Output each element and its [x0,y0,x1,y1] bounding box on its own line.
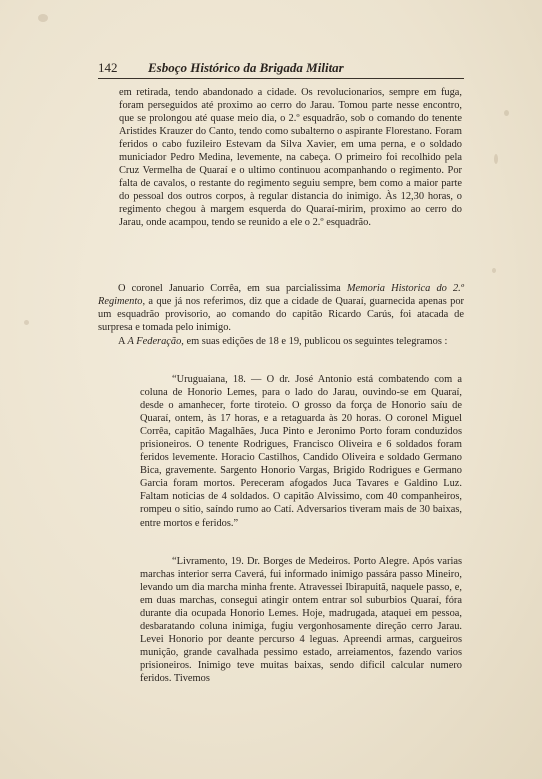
telegram-uruguaiana: “Uruguaiana, 18. — O dr. José Antonio está combatendo com a coluna de Honorio Lemes, para o lado do Jarau, ouvindo-se em Quaraí, desde o amanhecer, forte tiroteio. O grosso da força de Honorio saíu de Quaraí, ontem, às 17 horas, e a retaguarda às 20 horas. O coronel Miguel Corrêa, capitão Magalhães, Juca Pinto e Jeronimo Porto foram conduzidos prisioneiros. O tenente Rodrigues, Francisco Oliveira e 6 soldados foram feridos levemente. Horacio Castilhos, Candido Oliveira e soldado Germano Bica, gravemente. Sargento Honorio Vargas, Brigido Rodrigues e Germano Garcia foram mortos. Pereceram afogados Juca Tavares e Galdino Luz. Faltam noticias de 4 soldados. O capitão Alvissimo, com 40 companheiros, rompeu o sitio, saíndo rumo ao Catí. Adversarios tiveram mais de 30 baixas, entre mortos e feridos.” [140,374,462,529]
paragraph-text: , em suas edições de 18 e 19, publicou os seguintes telegramos : [181,336,448,347]
newspaper-title: A Federação [127,336,182,347]
paper-stain [24,320,29,325]
page-header [98,60,464,79]
running-title: Esboço Histórico da Brigada Militar [148,60,344,75]
page-number: 142 [98,60,118,75]
paper-stain [492,268,496,273]
paragraph-text: A [118,336,128,347]
paragraph-text: , a que já nos referimos, diz que a cidade de Quaraí, guarnecida apenas por um esquadrão provisorio, ao comando do capitão Ricardo Carús, foi atacada de surpresa e tomada pelo inimigo. [98,296,464,334]
paper-stain [38,14,48,22]
paper-stain [504,110,509,116]
paragraph-text: O coronel Januario Corrêa, em sua parcialissima [118,283,347,294]
paragraph-federacao [98,335,464,348]
book-title: Memoria Historica do 2.º Regimento [98,283,465,308]
telegram-livramento: “Livramento, 19. Dr. Borges de Medeiros. Porto Alegre. Após varias marchas interior serra Caverá, fui informado inimigo passára passo Mineiro, levando um dia marcha minha frente. Atravessei Ibirapuitã, naquele passo, e, em duas marchas, consegui atingir ontem entrar sol suburbios Quaraí, fóra durante dia ocupada Honorio Lemes. Hoje, madrugada, ataquei em pessoa, desbaratando coluna inimiga, fugiu vergonhosamente direção cerro Jarau. Levei Honorio por deante percurso 4 leguas. Apreendi armas, cargueiros munição, grande cavalhada pessimo estado, arreiamentos, fazendo varios prisioneiros. Inimigo teve muitas baixas, sendo dificil calcular numero feridos. Tivemos [140,556,462,685]
paragraph-memoria [98,282,464,334]
quote-continuation: em retirada, tendo abandonado a cidade. Os revolucionarios, sempre em fuga, foram perseguidos até proximo ao cerro do Jarau. Tomou parte nesse encontro, que se prolongou até quase meio dia, o 2.º esquadrão, sob o comando do tenente Aristides Krauzer do Canto, tendo como subalterno o aspirante Florestano. Foram feridos o cabo fuzileiro Estevam da Silva Xavier, em uma perna, e o soldado municiador Pedro Medina, levemente, na cabeça. O primeiro foi recolhido pela Cruz Vermelha de Quaraí e o ultimo continuou acompanhando o regimento. Por falta de cavalos, o restante do regimento seguiu sempre, bem como a maior parte do pessoal dos outros corpos, à regular distancia do inimigo. Às 12,30 horas, o regimento chegou à margem esquerda do Quaraí-mirim, proximo ao cerro do Jarau, onde acampou, tendo se reunido a ele o 2.º esquadrão. [119,87,462,229]
paper-stain [494,154,498,164]
